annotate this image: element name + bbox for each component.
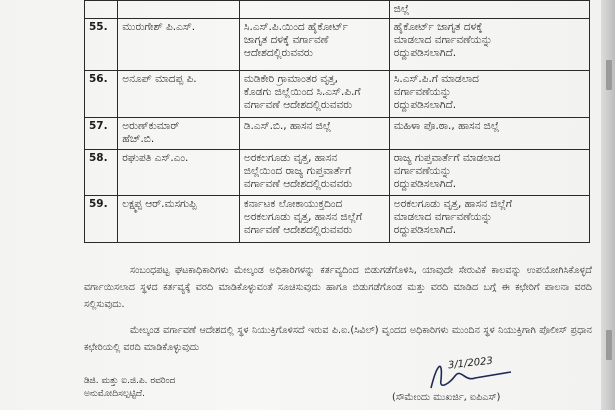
row-number: 55. — [85, 19, 118, 71]
reporting-paragraph: ಮೇಲ್ಕಂಡ ವರ್ಗಾವಣೆ ಆದೇಶದಲ್ಲಿ ಸ್ಥಳ ನಿಯುಕ್ತಿಗೊಳಿಸದೆ ಇರುವ ಪಿ.ಐ.(ಸಿವಿಲ್) ವೃಂದದ ಅಧಿಕಾರಿಗಳು ಮುಂದಿನ ಸ್ಥಳ ನಿಯುಕ್ತಿಗಾಗಿ ಪೊಲೀಸ್ ಪ್ರಧಾನ ಕಛೇರಿಯಲ್ಲಿ ವರದಿ ಮಾಡಿಕೊಳ್ಳುವುದು — [84, 325, 592, 353]
table-row — [85, 118, 590, 150]
transfer-from: ಸಿ.ಎಸ್.ಪಿ.ಯಿಂದ ಹೈಕೋರ್ಟ್ ಜಾಗೃತ ದಳಕ್ಕೆ ವರ್ಗಾವಣೆ ಆದೇಶದಲ್ಲಿರುವವರು — [239, 19, 389, 71]
edge-mark — [606, 60, 612, 90]
table-row — [85, 1, 590, 19]
officer-name: ಲಕ್ಷ್ಮಪ್ಪ ಆರ್.ಮಸಗುಪ್ಪಿ — [118, 196, 240, 243]
signature-date: 3/1/2023 — [447, 355, 494, 372]
transfer-status: ಹೈಕೋರ್ಟ್ ಜಾಗೃತ ದಳಕ್ಕೆ ಮಾಡಲಾದ ವರ್ಗಾವಣೆಯನ್ನು ರದ್ದುಪಡಿಸಲಾಗಿದೆ. — [389, 19, 589, 71]
transfer-from: ಅರಕಲಗೂಡು ವೃತ್ತ, ಹಾಸನ ಜಿಲ್ಲೆಯಿಂದ ರಾಜ್ಯ ಗುಪ್ತವಾರ್ತೆಗೆ ವರ್ಗಾವಣೆ ಆದೇಶದಲ್ಲಿರುವವರು — [239, 150, 389, 196]
officer-name — [118, 1, 240, 19]
transfer-status: ಜಿಲ್ಲೆ — [389, 1, 589, 19]
approval-note: ಡಿಜಿ. ಮತ್ತು ಐ.ಜಿ.ಪಿ. ರವರಿಂದ ಅನುಮೋದಿಸಲ್ಪಟ್ಟಿದೆ. — [84, 376, 176, 399]
officer-name: ಅರುಣ್‌ಕುಮಾರ್ ಹೆಚ್.ಬಿ. — [118, 118, 240, 150]
scroll-edge — [601, 0, 615, 410]
transfer-status: ರಾಜ್ಯ ಗುಪ್ತವಾರ್ತೆಗೆ ಮಾಡಲಾದ ವರ್ಗಾವಣೆಯನ್ನು ರದ್ದುಪಡಿಸಲಾಗಿದೆ. — [389, 150, 589, 196]
signatory-name: (ಸೌಮೇಂದು ಮುಖರ್ಜಿ, ಐಪಿಎಸ್) — [392, 392, 501, 403]
transfer-from: ಕರ್ನಾಟಕ ಲೋಕಾಯುಕ್ತದಿಂದ ಅರಕಲಗೂಡು ವೃತ್ತ, ಹಾಸನ ಜಿಲ್ಲೆಗೆ ವರ್ಗಾವಣೆ ಆದೇಶದಲ್ಲಿರುವವರು — [239, 196, 389, 243]
instruction-paragraph: ಸಂಬಂಧಪಟ್ಟ ಘಟಕಾಧಿಕಾರಿಗಳು ಮೇಲ್ಕಂಡ ಅಧಿಕಾರಿಗಳನ್ನು ಕರ್ತವ್ಯದಿಂದ ಬಿಡುಗಡೆಗೊಳಿಸಿ, ಯಾವುದೇ ಸೇರುವಿಕೆ ಕಾಲವನ್ನು ಉಪಯೋಗಿಸಿಕೊಳ್ಳದೆ ವರ್ಗಾಯಿಸಲಾದ ಸ್ಥಳದ ಕರ್ತವ್ಯಕ್ಕೆ ವರದಿ ಮಾಡಿಕೊಳ್ಳುವಂತೆ ಸೂಚಿಸುವುದು ಹಾಗೂ ಬಿಡುಗಡೆಗೊಂಡ ಮತ್ತು ವರದಿ ಮಾಡಿದ ಬಗ್ಗೆ ಈ ಕಛೇರಿಗೆ ಪಾಲನಾ ವರದಿ ಸಲ್ಲಿಸುವುದು. — [84, 265, 592, 310]
edge-mark — [606, 330, 612, 360]
officer-name: ಮುರುಗೇಶ್ ಪಿ.ಎಸ್. — [118, 19, 240, 71]
officer-name: ಅನೂಪ್ ಮಾದಪ್ಪ ಪಿ. — [118, 71, 240, 118]
table-row — [85, 71, 590, 118]
row-number: 57. — [85, 118, 118, 150]
transfer-status: ಮಹಿಳಾ ಪೊ.ಠಾ., ಹಾಸನ ಜಿಲ್ಲೆ — [389, 118, 589, 150]
transfer-from: ಮಡಿಕೇರಿ ಗ್ರಾಮಾಂತರ ವೃತ್ತ, ಕೊಡಗು ಜಿಲ್ಲೆಯಿಂದ ಸಿ.ಎಸ್.ಪಿ.ಗೆ ವರ್ಗಾವಣೆ ಆದೇಶದಲ್ಲಿರುವವರು — [239, 71, 389, 118]
transfer-from: ಡಿ.ಎಸ್.ಬಿ., ಹಾಸನ ಜಿಲ್ಲೆ — [239, 118, 389, 150]
table-row — [85, 19, 590, 71]
row-number — [85, 1, 118, 19]
table-row — [85, 196, 590, 243]
transfer-from — [239, 1, 389, 19]
table-row — [85, 150, 590, 196]
officer-name: ರಘುಪತಿ ಎಸ್.ಎಂ. — [118, 150, 240, 196]
transfer-table — [84, 0, 590, 243]
row-number: 56. — [85, 71, 118, 118]
transfer-status: ಸಿ.ಎಸ್.ಪಿ.ಗೆ ಮಾಡಲಾದ ವರ್ಗಾವಣೆಯನ್ನು ರದ್ದುಪಡಿಸಲಾಗಿದೆ. — [389, 71, 589, 118]
row-number: 58. — [85, 150, 118, 196]
row-number: 59. — [85, 196, 118, 243]
transfer-status: ಅರಕಲಗೂಡು ವೃತ್ತ, ಹಾಸನ ಜಿಲ್ಲೆಗೆ ಮಾಡಲಾದ ವರ್ಗಾವಣೆಯನ್ನು ರದ್ದುಪಡಿಸಲಾಗಿದೆ. — [389, 196, 589, 243]
